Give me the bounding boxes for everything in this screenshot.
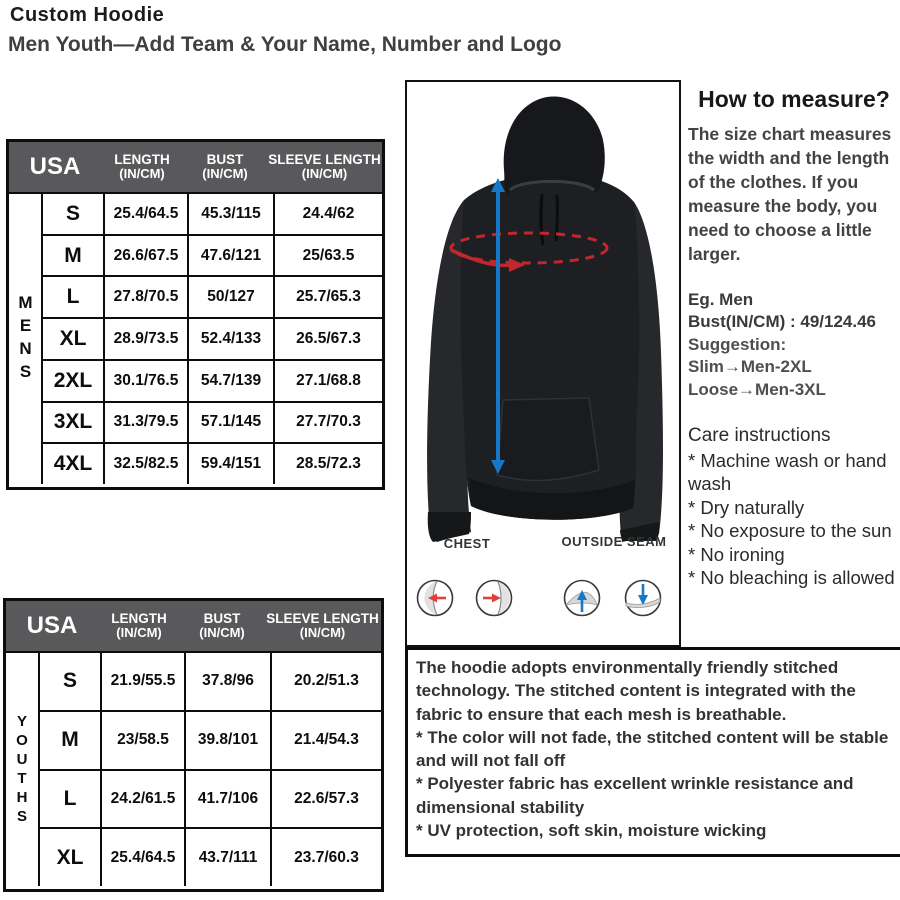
care-item: * No exposure to the sun	[688, 520, 892, 542]
table-row: M 23/58.5 39.8/101 21.4/54.3	[40, 712, 381, 771]
page-subtitle: Men Youth—Add Team & Your Name, Number and Logo	[8, 33, 562, 56]
youths-header-length: LENGTH (IN/CM)	[111, 610, 167, 641]
table-row: S 21.9/55.5 37.8/96 20.2/51.3	[40, 653, 381, 712]
example-bust: Bust(IN/CM) : 49/124.46	[688, 312, 876, 332]
youths-group-label: YOUTHS	[6, 653, 40, 886]
page-title: Custom Hoodie	[10, 4, 165, 26]
youths-header-usa: USA	[26, 612, 78, 640]
table-row: XL 28.9/73.5 52.4/133 26.5/67.3	[43, 319, 382, 361]
fabric-description: The hoodie adopts environmentally friendly stitched technology. The stitched content is integrated with the fabric to ensure that each mesh is breathable.	[416, 658, 856, 724]
suggestion-label: Suggestion:	[688, 334, 787, 354]
table-row: 4XL 32.5/82.5 59.4/151 28.5/72.3	[43, 444, 382, 484]
how-to-measure-panel	[688, 86, 900, 590]
fabric-description-box	[405, 647, 900, 857]
table-row: M 26.6/67.5 47.6/121 25/63.5	[43, 236, 382, 278]
mens-header-sleeve: SLEEVE LENGTH (IN/CM)	[268, 151, 381, 182]
table-row: L 27.8/70.5 50/127 25.7/65.3	[43, 277, 382, 319]
chest-measure-icon-right	[474, 578, 514, 618]
care-item: * No ironing	[688, 543, 785, 565]
table-row: L 24.2/61.5 41.7/106 22.6/57.3	[40, 771, 381, 830]
outside-seam-icon-down	[623, 578, 663, 618]
hoodie-illustration	[407, 82, 679, 542]
fabric-bullet: * The color will not fade, the stitched content will be stable and will not fall off	[416, 727, 889, 771]
suggestion-slim: Slim→Men-2XL	[688, 357, 812, 377]
how-to-measure-heading: How to measure?	[698, 86, 890, 112]
example-title: Eg. Men	[688, 289, 754, 309]
care-heading: Care instructions	[688, 425, 831, 446]
how-to-measure-text: The size chart measures the width and the length of the clothes. If you measure the body, you need to choose a little larger.	[688, 124, 892, 264]
youths-header-bust: BUST (IN/CM)	[199, 610, 245, 641]
youths-size-table	[3, 598, 384, 892]
hoodie-measure-image	[405, 80, 681, 647]
table-row: 2XL 30.1/76.5 54.7/139 27.1/68.8	[43, 361, 382, 403]
mens-table-header	[9, 142, 382, 194]
sizing-example	[688, 289, 900, 401]
mens-header-length: LENGTH (IN/CM)	[114, 151, 170, 182]
table-row: XL 25.4/64.5 43.7/111 23.7/60.3	[40, 829, 381, 886]
chest-label: CHEST	[443, 536, 491, 551]
mens-group-label: MENS	[9, 194, 43, 484]
chest-measure-icon-left	[415, 578, 455, 618]
fabric-bullet: * Polyester fabric has excellent wrinkle resistance and dimensional stability	[416, 774, 854, 817]
fabric-bullet: * UV protection, soft skin, moisture wicking	[416, 820, 767, 840]
mens-header-usa: USA	[29, 153, 81, 181]
suggestion-loose: Loose→Men-3XL	[688, 379, 826, 399]
care-item: * Dry naturally	[688, 496, 805, 518]
youths-header-sleeve: SLEEVE LENGTH (IN/CM)	[266, 610, 379, 641]
table-row: S 25.4/64.5 45.3/115 24.4/62	[43, 194, 382, 236]
mens-header-bust: BUST (IN/CM)	[202, 151, 248, 182]
mens-size-table	[6, 139, 385, 490]
care-item: * Machine wash or hand wash	[688, 450, 887, 495]
youths-table-header	[6, 601, 381, 653]
care-item: * No bleaching is allowed	[688, 567, 895, 589]
outside-seam-icon-up	[562, 578, 602, 618]
outside-seam-label: OUTSIDE SEAM	[561, 534, 667, 549]
care-instructions	[688, 425, 900, 590]
table-row: 3XL 31.3/79.5 57.1/145 27.7/70.3	[43, 403, 382, 445]
